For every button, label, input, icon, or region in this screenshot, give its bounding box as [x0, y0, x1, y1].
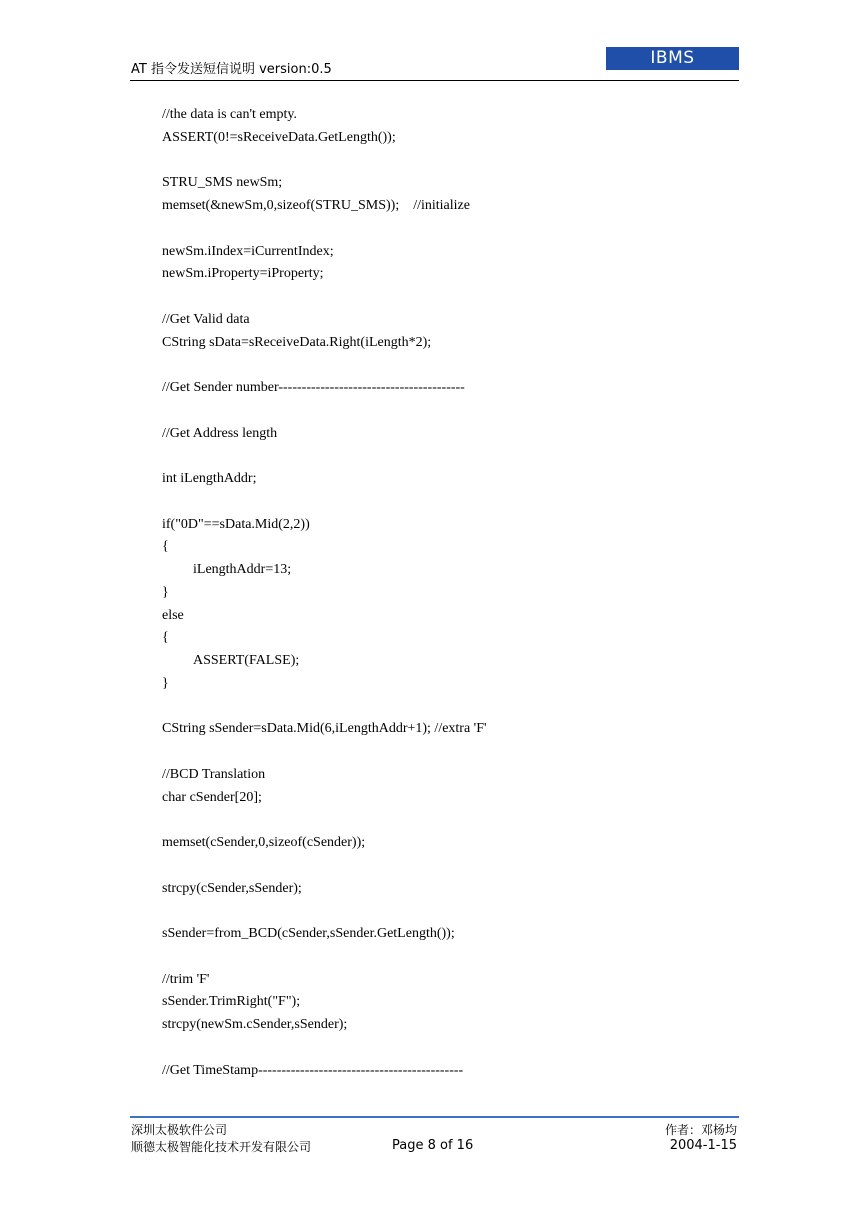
code-line: newSm.iIndex=iCurrentIndex; [162, 243, 334, 259]
code-line: //trim 'F' [162, 971, 210, 987]
code-line: CString sData=sReceiveData.Right(iLength*2); [162, 334, 432, 350]
document-title: AT 指令发送短信说明 version:0.5 [131, 62, 332, 77]
code-line: } [162, 584, 169, 600]
footer-date: 2004-1-15 [669, 1138, 737, 1153]
code-line: //BCD Translation [162, 766, 266, 782]
code-line: //the data is can't empty. [162, 107, 297, 122]
code-line: memset(&newSm,0,sizeof(STRU_SMS)); //initialize [162, 198, 470, 213]
code-line: //Get Address length [162, 425, 278, 441]
code-line: strcpy(newSm.cSender,sSender); [162, 1017, 348, 1032]
code-line: newSm.iProperty=iProperty; [162, 266, 324, 282]
code-line: ASSERT(0!=sReceiveData.GetLength()); [162, 129, 396, 145]
code-line: { [162, 630, 169, 646]
ibms-logo: IBMS [606, 47, 739, 70]
code-line: iLengthAddr=13; [193, 562, 292, 577]
code-line: //Get Valid data [162, 311, 250, 327]
code-line: } [162, 675, 169, 691]
footer-divider [130, 1116, 739, 1118]
footer-company-2: 顺德太极智能化技术开发有限公司 [131, 1140, 312, 1154]
code-line: sSender.TrimRight("F"); [162, 994, 301, 1010]
code-line: int iLengthAddr; [162, 471, 257, 486]
page-number: Page 8 of 16 [392, 1138, 474, 1153]
code-line: char cSender[20]; [162, 789, 262, 805]
code-line: if("0D"==sData.Mid(2,2)) [162, 516, 310, 532]
code-line: strcpy(cSender,sSender); [162, 880, 302, 896]
footer-company-1: 深圳太极软件公司 [131, 1123, 228, 1137]
code-line: CString sSender=sData.Mid(6,iLengthAddr+1); //extra 'F' [162, 721, 487, 737]
code-line: //Get TimeStamp-------------------------------------------- [162, 1062, 464, 1078]
header-divider [130, 80, 739, 81]
footer-author: 作者：邓杨均 [664, 1123, 737, 1137]
code-line: ASSERT(FALSE); [193, 653, 300, 668]
code-line: else [162, 607, 184, 623]
code-line: memset(cSender,0,sizeof(cSender)); [162, 835, 366, 850]
code-line: STRU_SMS newSm; [162, 175, 283, 191]
code-line: //Get Sender number---------------------------------------- [162, 380, 465, 395]
code-line: { [162, 539, 169, 555]
code-line: sSender=from_BCD(cSender,sSender.GetLength()); [162, 926, 455, 941]
